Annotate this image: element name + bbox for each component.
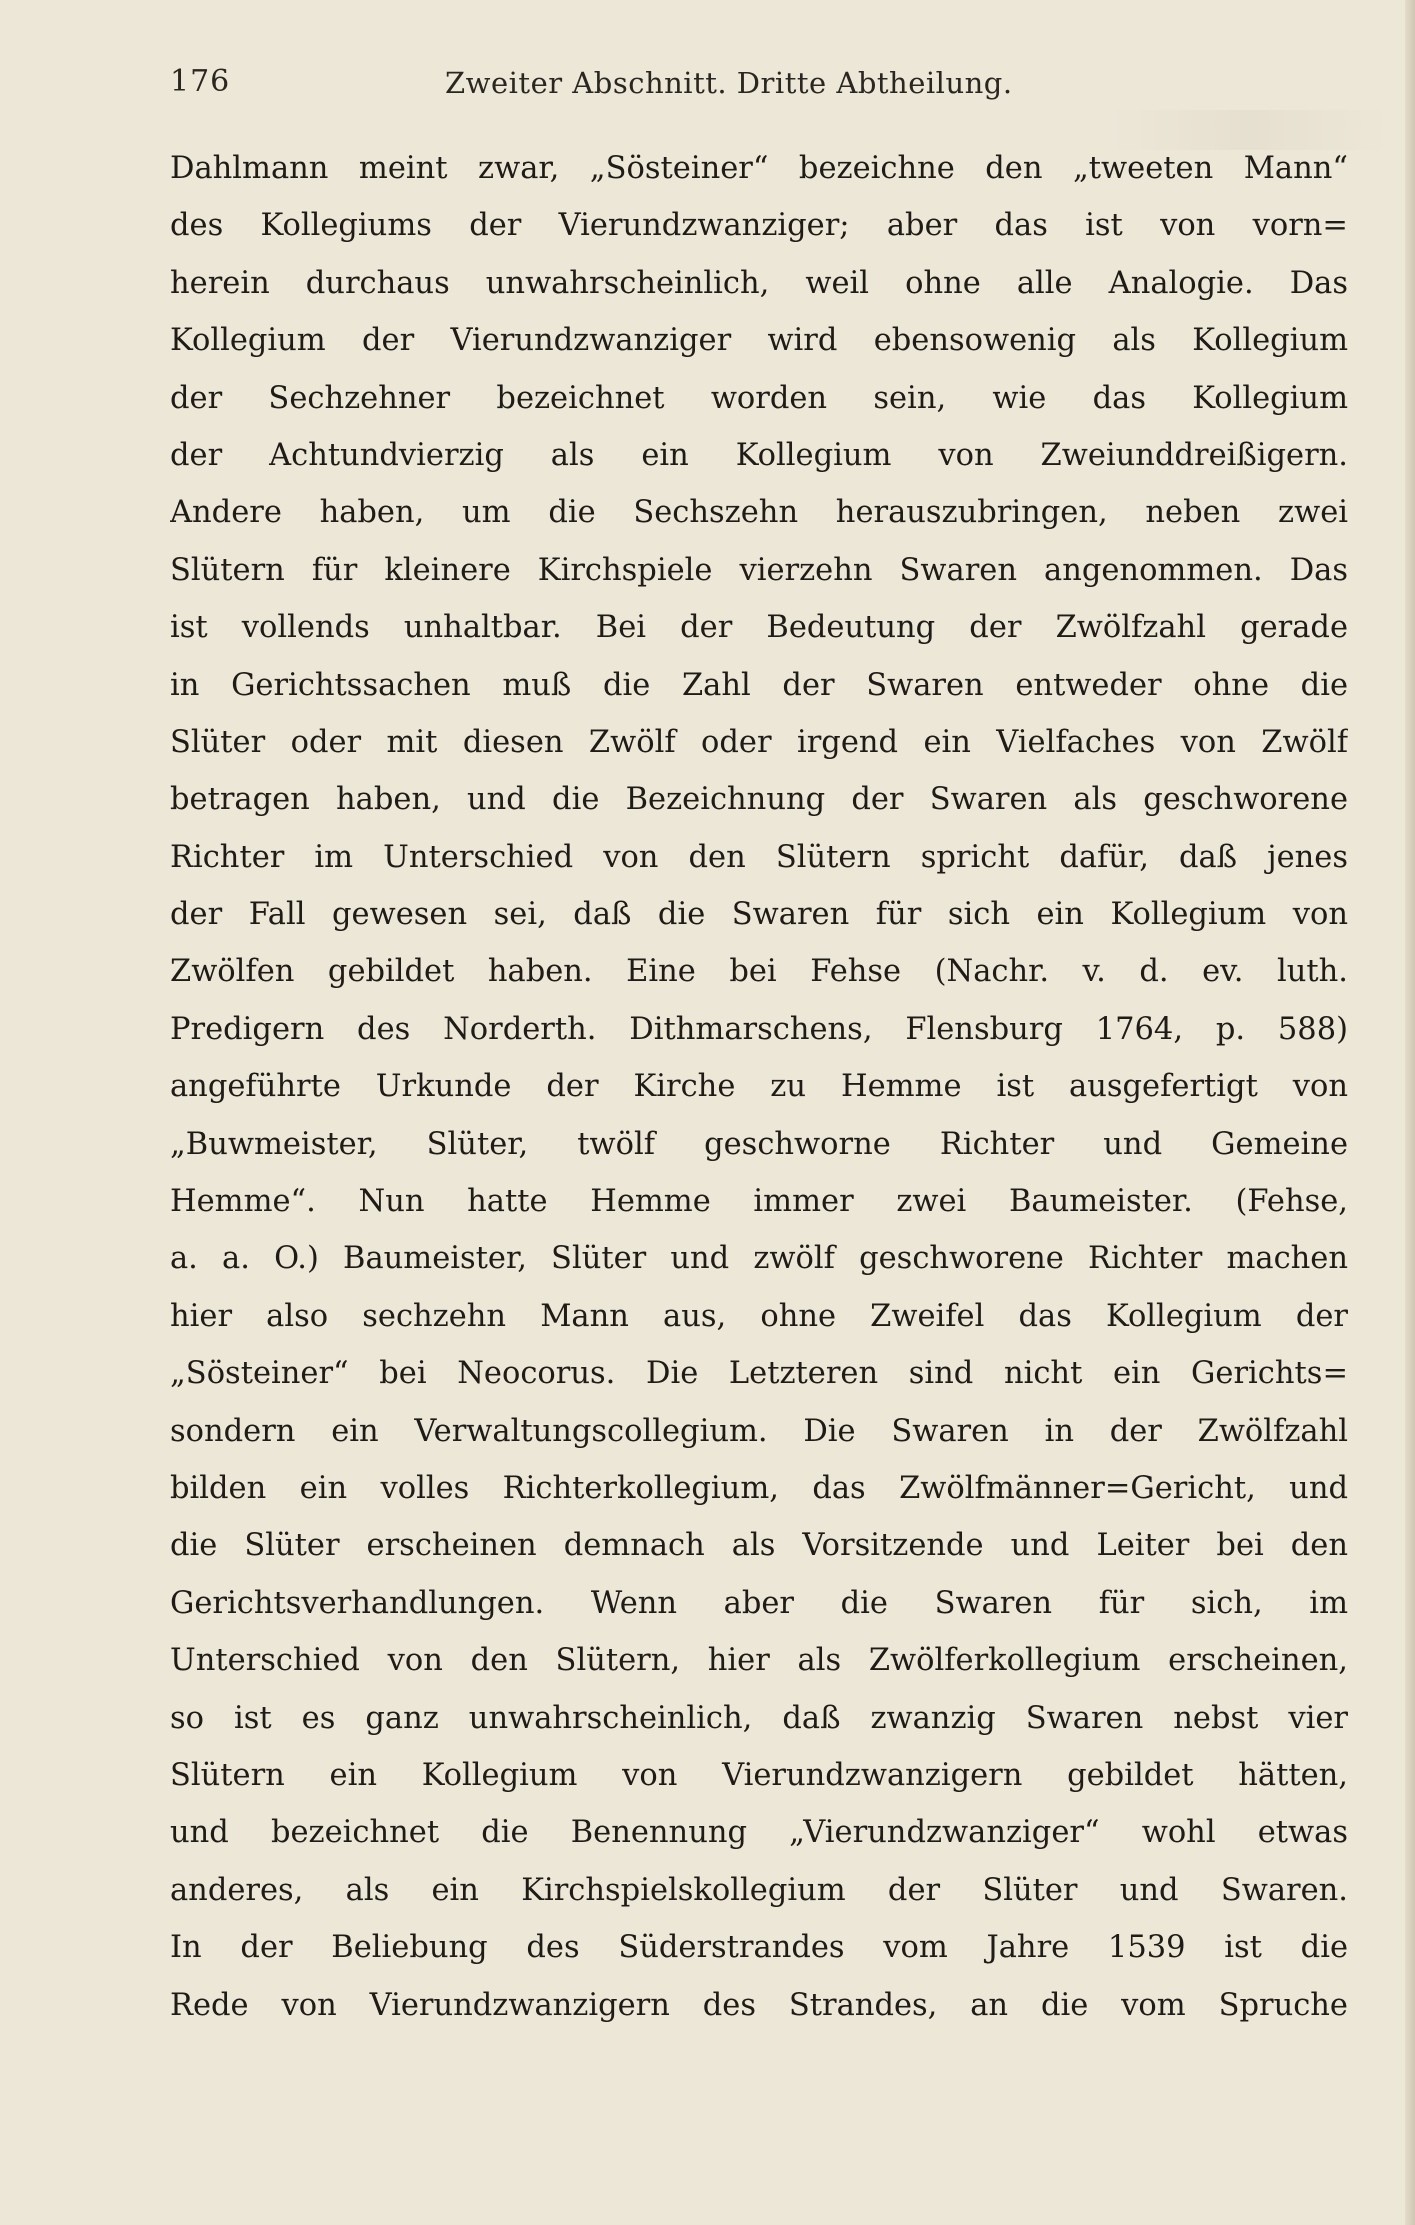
text-line: ist vollends unhaltbar. Bei der Bedeutung der Zwölfzahl gerade xyxy=(170,610,1348,646)
text-line: der Achtundvierzig als ein Kollegium von Zweiunddreißigern. xyxy=(170,437,1348,473)
text-line: anderes, als ein Kirchspielskollegium der Slüter und Swaren. xyxy=(170,1872,1348,1908)
text-line: a. a. O.) Baumeister, Slüter und zwölf geschworene Richter machen xyxy=(170,1241,1348,1277)
text-line: hier also sechzehn Mann aus, ohne Zweifel das Kollegium der xyxy=(170,1298,1348,1334)
text-line: und bezeichnet die Benennung „Vierundzwanziger“ wohl etwas xyxy=(170,1815,1348,1851)
text-line: Gerichtsverhandlungen. Wenn aber die Swaren für sich, im xyxy=(170,1585,1348,1621)
text-line: in Gerichtssachen muß die Zahl der Swaren entweder ohne die xyxy=(170,667,1348,703)
text-line: Dahlmann meint zwar, „Sösteiner“ bezeichne den „tweeten Mann“ xyxy=(170,151,1348,186)
text-line: „Buwmeister, Slüter, twölf geschworne Richter und Gemeine xyxy=(170,1126,1348,1162)
running-head: Zweiter Abschnitt. Dritte Abtheilung. xyxy=(445,66,1013,100)
text-line: angeführte Urkunde der Kirche zu Hemme ist ausgefertigt von xyxy=(170,1069,1348,1105)
text-line: Rede von Vierundzwanzigern des Strandes, an die vom Spruche xyxy=(170,1987,1348,2023)
text-line: Kollegium der Vierundzwanziger wird ebensowenig als Kollegium xyxy=(170,323,1348,359)
text-line: Slüter oder mit diesen Zwölf oder irgend ein Vielfaches von Zwölf xyxy=(170,724,1348,760)
text-line: Predigern des Norderth. Dithmarschens, Flensburg 1764, p. 588) xyxy=(170,1011,1348,1047)
text-line: Slütern für kleinere Kirchspiele vierzehn Swaren angenommen. Das xyxy=(170,552,1348,588)
page-number: 176 xyxy=(170,64,231,99)
text-line: der Fall gewesen sei, daß die Swaren für sich ein Kollegium von xyxy=(170,897,1348,933)
text-line: Hemme“. Nun hatte Hemme immer zwei Baumeister. (Fehse, xyxy=(170,1184,1348,1220)
text-line: betragen haben, und die Bezeichnung der Swaren als geschworene xyxy=(170,782,1348,818)
text-line: Unterschied von den Slütern, hier als Zwölferkollegium erscheinen, xyxy=(170,1643,1348,1679)
text-line: In der Beliebung des Süderstrandes vom Jahre 1539 ist die xyxy=(170,1930,1348,1966)
text-line: Slütern ein Kollegium von Vierundzwanzigern gebildet hätten, xyxy=(170,1757,1348,1793)
text-line: so ist es ganz unwahrscheinlich, daß zwanzig Swaren nebst vier xyxy=(170,1700,1348,1736)
body-text xyxy=(170,140,1348,2034)
page-edge xyxy=(1405,0,1415,2225)
text-line: herein durchaus unwahrscheinlich, weil ohne alle Analogie. Das xyxy=(170,265,1348,301)
text-line: der Sechzehner bezeichnet worden sein, wie das Kollegium xyxy=(170,380,1348,416)
text-line: Andere haben, um die Sechszehn herauszubringen, neben zwei xyxy=(170,495,1348,531)
text-line: bilden ein volles Richterkollegium, das Zwölfmänner=Gericht, und xyxy=(170,1470,1348,1506)
page-header xyxy=(0,60,1415,110)
text-line: des Kollegiums der Vierundzwanziger; aber das ist von vorn= xyxy=(170,208,1348,244)
text-line: die Slüter erscheinen demnach als Vorsitzende und Leiter bei den xyxy=(170,1528,1348,1564)
text-line: Zwölfen gebildet haben. Eine bei Fehse (Nachr. v. d. ev. luth. xyxy=(170,954,1348,990)
text-line: „Sösteiner“ bei Neocorus. Die Letzteren sind nicht ein Gerichts= xyxy=(170,1356,1348,1392)
text-line: sondern ein Verwaltungscollegium. Die Swaren in der Zwölfzahl xyxy=(170,1413,1348,1449)
text-line: Richter im Unterschied von den Slütern spricht dafür, daß jenes xyxy=(170,839,1348,875)
